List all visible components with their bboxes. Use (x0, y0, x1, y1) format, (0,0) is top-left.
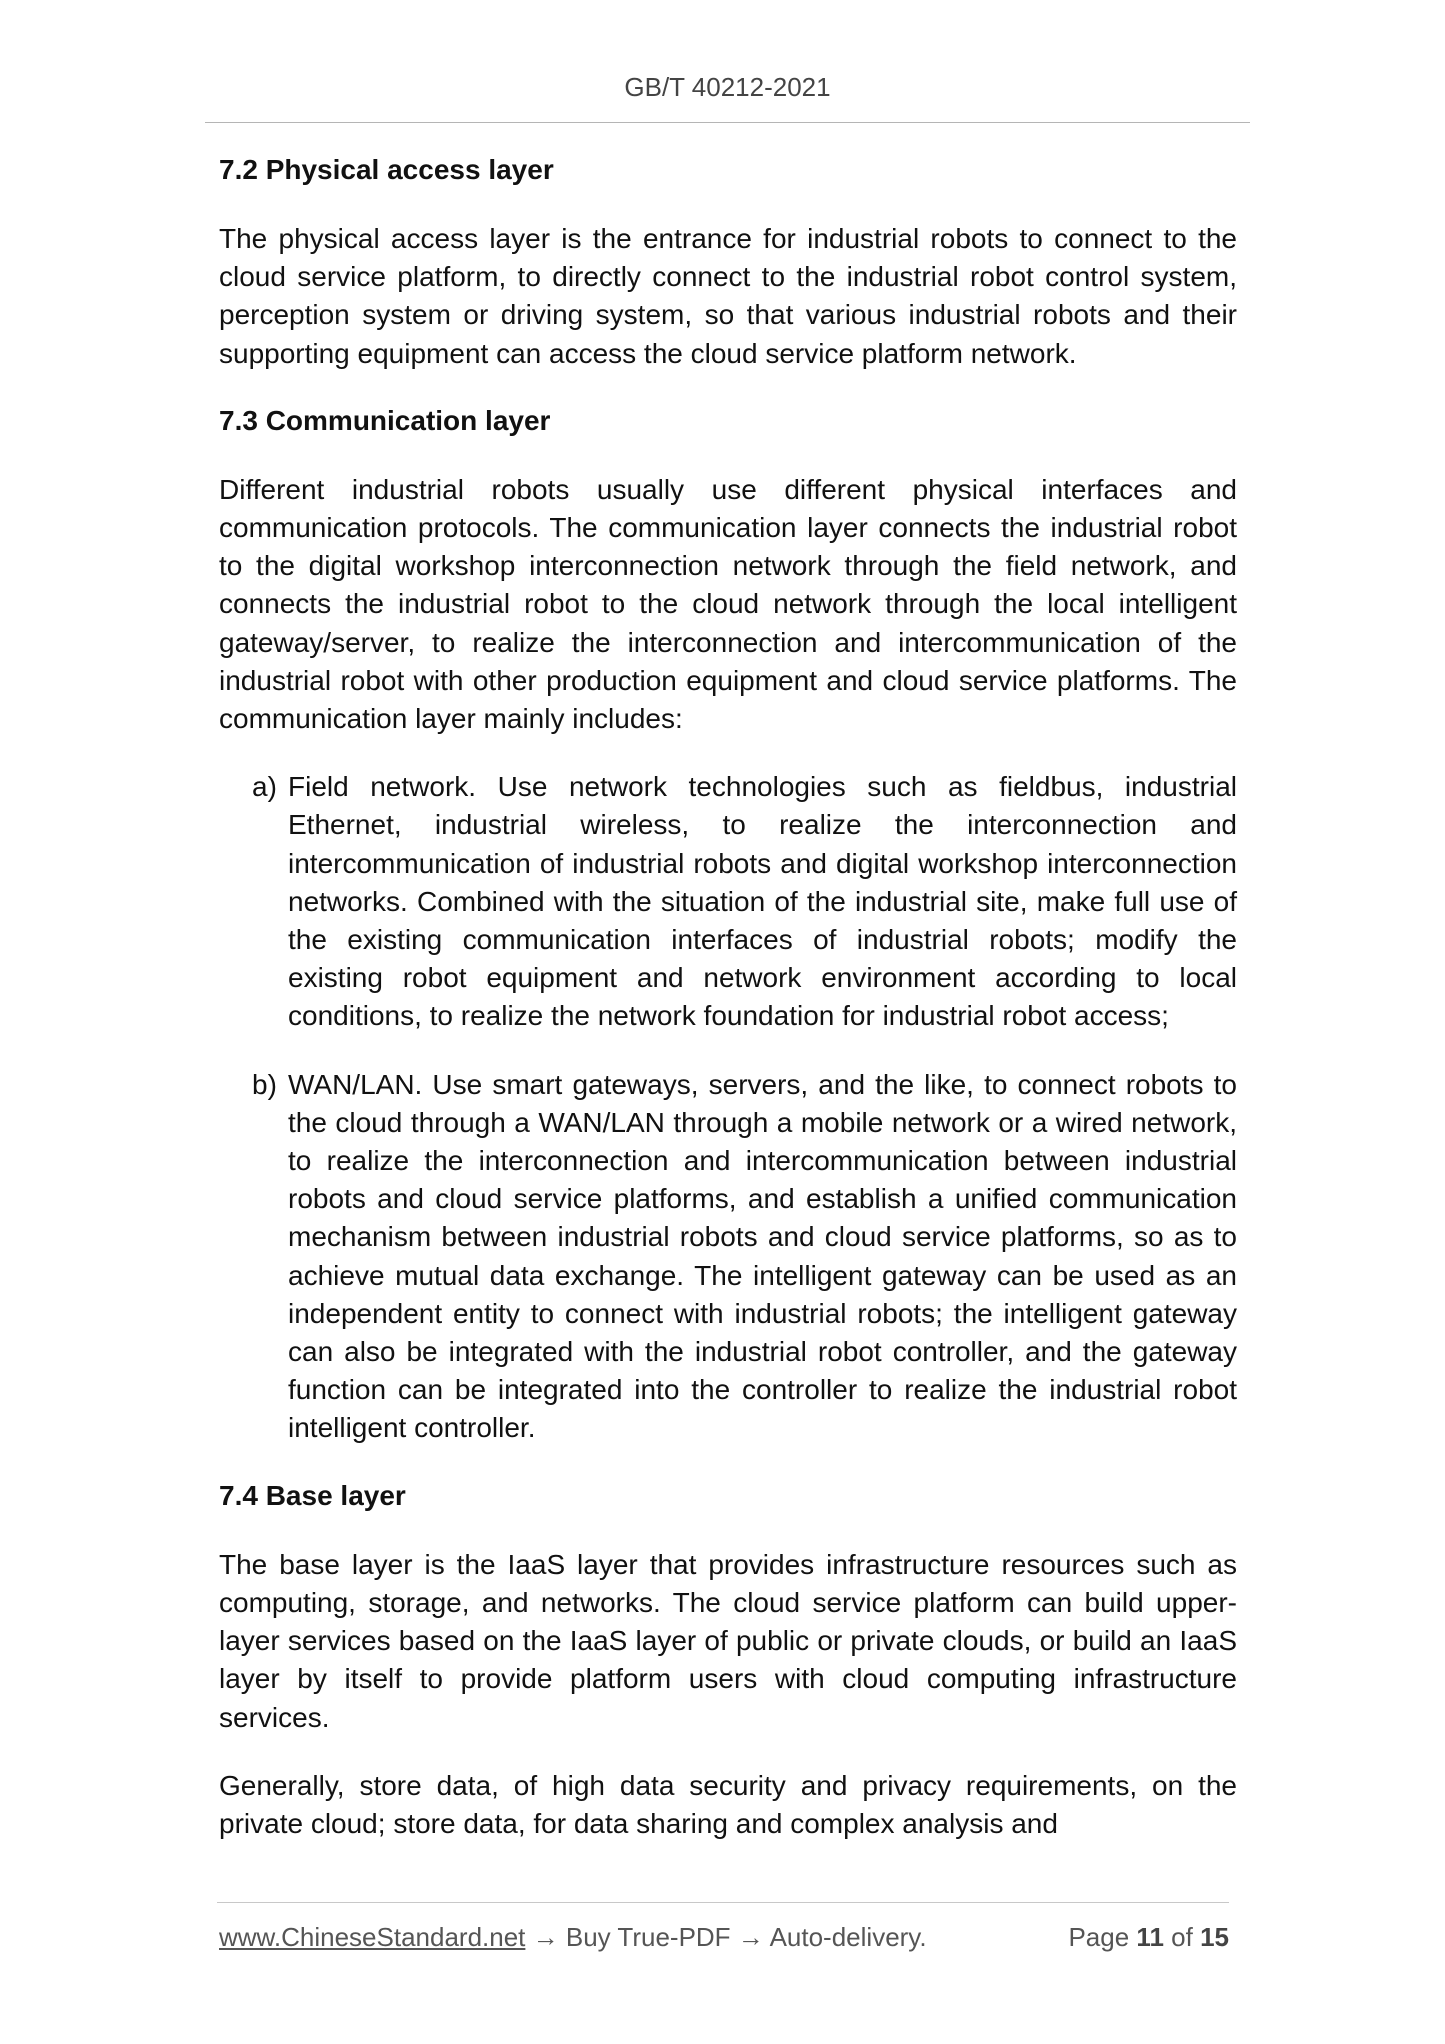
list-item-text: WAN/LAN. Use smart gateways, servers, and the like, to connect robots to the cloud through a WAN/LAN through a mobile network or a wired network, to realize the interconnection and intercommunication between industrial robots and cloud service platforms, and establish a unified communication mechanism between industrial robots and cloud service platforms, so as to achieve mutual data exchange. The intelligent gateway can be used as an independent entity to connect with industrial robots; the intelligent gateway can also be integrated with the industrial robot controller, and the gateway function can be integrated into the controller to realize the industrial robot intelligent controller. (288, 1068, 1237, 1444)
list-item-b (252, 1066, 1237, 1448)
section-7-4-paragraph-2: Generally, store data, of high data security and privacy requirements, on the private cloud; store data, for data sharing and complex analysis and (219, 1769, 1237, 1839)
page-label: Page (1068, 1922, 1130, 1952)
header-divider (205, 122, 1250, 123)
of-label: of (1171, 1922, 1193, 1952)
section-heading-7-4: 7.4 Base layer (219, 1479, 406, 1511)
list-marker: a) (252, 771, 277, 803)
current-page-number: 11 (1136, 1922, 1164, 1952)
list-marker: b) (252, 1068, 277, 1100)
list-item-text: Field network. Use network technologies such as fieldbus, industrial Ethernet, industrial wireless, to realize the interconnection and intercommunication of industrial robots and digital workshop interconnection networks. Combined with the situation of the industrial site, make full use of the existing communication interfaces of industrial robots; modify the existing robot equipment and network environment according to local conditions, to realize the network foundation for industrial robot access; (288, 771, 1237, 1032)
footer-promo (219, 1922, 927, 1953)
section-heading-7-3: 7.3 Communication layer (219, 404, 551, 436)
footer-tagline: → Buy True-PDF → Auto-delivery. (525, 1922, 927, 1952)
page-content (219, 152, 1237, 1873)
website-link[interactable]: www.ChineseStandard.net (219, 1922, 526, 1952)
page-indicator (1068, 1922, 1229, 1953)
section-7-4-paragraph-1: The base layer is the IaaS layer that provides infrastructure resources such as computing, storage, and networks. The cloud service platform can build upper-layer services based on the IaaS layer of public or private clouds, or build an IaaS layer by itself to provide platform users with cloud computing infrastructure services. (219, 1548, 1237, 1733)
page-footer (219, 1922, 1229, 1958)
footer-divider (217, 1902, 1229, 1903)
list-item-a (252, 768, 1237, 1035)
section-7-2-paragraph: The physical access layer is the entrance for industrial robots to connect to the cloud service platform, to directly connect to the industrial robot control system, perception system or driving system, so that various industrial robots and their supporting equipment can access the cloud service platform network. (219, 223, 1237, 369)
total-pages-number: 15 (1200, 1922, 1229, 1952)
section-heading-7-2: 7.2 Physical access layer (219, 154, 554, 185)
document-id-header: GB/T 40212-2021 (624, 72, 831, 102)
section-7-3-paragraph: Different industrial robots usually use different physical interfaces and communication protocols. The communication layer connects the industrial robot to the digital workshop interconnection network through the field network, and connects the industrial robot to the cloud network through the local intelligent gateway/server, to realize the interconnection and intercommunication of the industrial robot with other production equipment and cloud service platforms. The communication layer mainly includes: (219, 473, 1237, 735)
